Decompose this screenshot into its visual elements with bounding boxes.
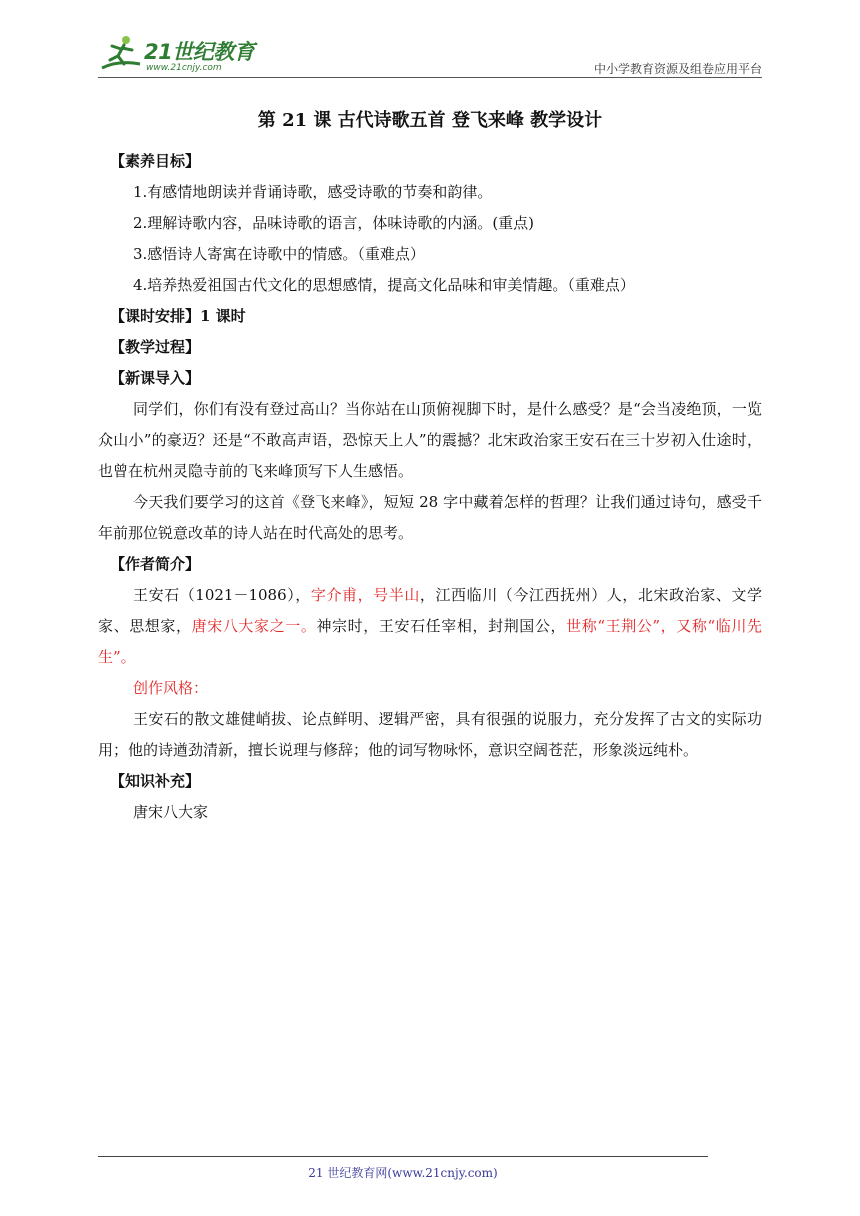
page-header xyxy=(98,30,762,78)
goal-item: 1.有感情地朗读并背诵诗歌，感受诗歌的节奏和韵律。 xyxy=(133,183,493,201)
author-paragraph xyxy=(98,580,762,673)
author-heading: 【作者简介】 xyxy=(110,555,201,573)
intro-paragraph-1: 同学们，你们有没有登过高山？当你站在山顶俯视脚下时，是什么感受？是“会当凌绝顶，一览众山小”的豪迈？还是“不敢高声语，恐惊天上人”的震撼？北宋政治家王安石在三十岁初入仕途时，也曾在杭州灵隐寺前的飞来峰顶写下人生感悟。 xyxy=(98,400,762,480)
author-titles: 世称“王荆公”，又称“临川先生”。 xyxy=(98,617,762,666)
style-paragraph: 王安石的散文雄健峭拔、论点鲜明、逻辑严密，具有很强的说服力，充分发挥了古文的实际功用；他的诗遒劲清新，擅长说理与修辞；他的词写物咏怀，意识空阔苍茫，形象淡远纯朴。 xyxy=(98,710,762,759)
runner-logo-icon xyxy=(98,34,144,74)
author-text: 神宗时，王安石任宰相，封荆国公， xyxy=(316,617,567,635)
footer-text: 21 世纪教育网(www.21cnjy.com) xyxy=(308,1166,498,1180)
logo-url: www.21cnjy.com xyxy=(146,63,222,73)
intro-heading: 【新课导入】 xyxy=(110,369,201,387)
logo xyxy=(98,34,268,76)
goal-item: 3.感悟诗人寄寓在诗歌中的情感。（重难点） xyxy=(133,245,425,263)
knowledge-item: 唐宋八大家 xyxy=(133,803,209,821)
goal-item: 2.理解诗歌内容，品味诗歌的语言，体味诗歌的内涵。(重点) xyxy=(133,214,535,232)
document-body xyxy=(98,108,762,828)
platform-name: 中小学教育资源及组卷应用平台 xyxy=(593,62,762,76)
intro-paragraph-2: 今天我们要学习的这首《登飞来峰》，短短 28 字中藏着怎样的哲理？让我们通过诗句，感受千年前那位锐意改革的诗人站在时代高处的思考。 xyxy=(98,493,762,542)
document-title: 第 21 课 古代诗歌五首 登飞来峰 教学设计 xyxy=(257,110,603,131)
author-text: ，江西临川（今江西抚州）人，北宋政治家、文学家、思想家， xyxy=(98,586,762,635)
header-divider xyxy=(98,77,762,78)
schedule-line: 【课时安排】1 课时 xyxy=(110,307,246,325)
author-courtesy-name: 字介甫，号半山 xyxy=(310,586,420,604)
logo-name: 21世纪教育 xyxy=(144,40,255,64)
goal-item: 4.培养热爱祖国古代文化的思想感情，提高文化品味和审美情趣。（重难点） xyxy=(133,276,635,294)
process-heading: 【教学过程】 xyxy=(110,338,201,356)
author-text: 王安石（1021－1086）， xyxy=(133,586,311,604)
style-heading: 创作风格： xyxy=(133,679,209,697)
knowledge-heading: 【知识补充】 xyxy=(110,772,201,790)
author-eight-masters: 唐宋八大家之一。 xyxy=(191,617,317,635)
footer-divider xyxy=(98,1156,708,1157)
goals-heading: 【素养目标】 xyxy=(110,152,201,170)
